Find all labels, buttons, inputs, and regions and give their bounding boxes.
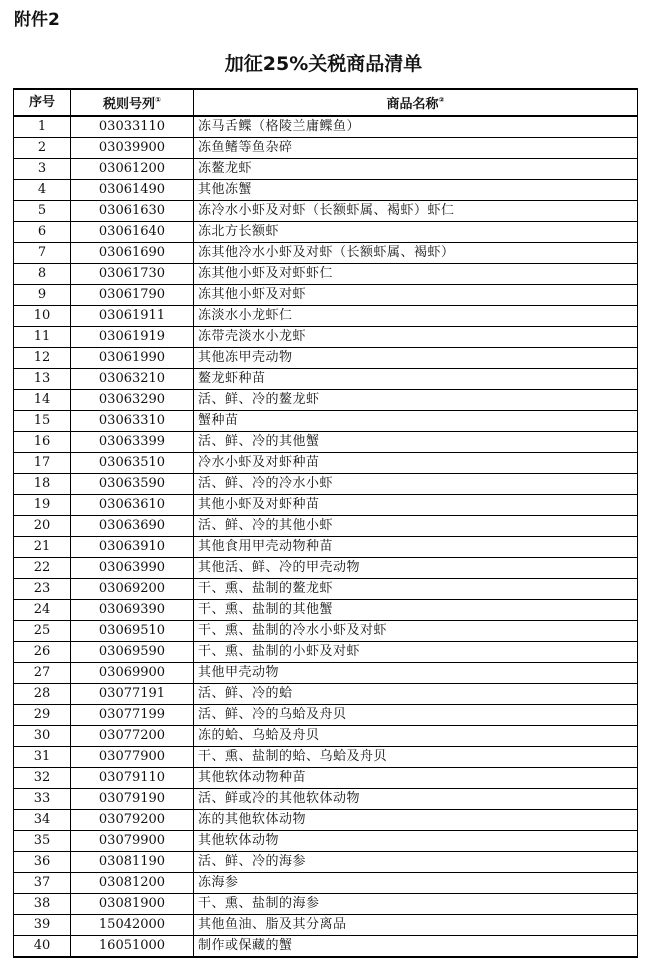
cell-no: 17 xyxy=(14,453,71,474)
table-row xyxy=(14,180,638,201)
cell-code: 03063510 xyxy=(71,453,194,474)
cell-no: 20 xyxy=(14,516,71,537)
cell-code: 03069200 xyxy=(71,579,194,600)
cell-code: 03069900 xyxy=(71,663,194,684)
cell-name: 鳌龙虾种苗 xyxy=(194,369,638,390)
table-row xyxy=(14,306,638,327)
cell-code: 03069510 xyxy=(71,621,194,642)
cell-name: 活、鲜、冷的冷水小虾 xyxy=(194,474,638,495)
cell-code: 03063290 xyxy=(71,390,194,411)
cell-code: 03061490 xyxy=(71,180,194,201)
cell-name: 活、鲜或冷的其他软体动物 xyxy=(194,789,638,810)
table-row xyxy=(14,348,638,369)
table-row xyxy=(14,369,638,390)
header-code: 税则号列① xyxy=(71,89,194,116)
cell-name: 其他活、鲜、冷的甲壳动物 xyxy=(194,558,638,579)
table-row xyxy=(14,810,638,831)
table-row xyxy=(14,390,638,411)
table-row xyxy=(14,684,638,705)
cell-name: 冻北方长额虾 xyxy=(194,222,638,243)
cell-no: 33 xyxy=(14,789,71,810)
cell-no: 26 xyxy=(14,642,71,663)
cell-name: 干、熏、盐制的冷水小虾及对虾 xyxy=(194,621,638,642)
cell-no: 19 xyxy=(14,495,71,516)
cell-no: 3 xyxy=(14,159,71,180)
cell-no: 31 xyxy=(14,747,71,768)
table-row xyxy=(14,873,638,894)
cell-code: 03079200 xyxy=(71,810,194,831)
cell-name: 其他食用甲壳动物种苗 xyxy=(194,537,638,558)
cell-code: 03061730 xyxy=(71,264,194,285)
header-name: 商品名称② xyxy=(194,89,638,116)
cell-name: 其他甲壳动物 xyxy=(194,663,638,684)
footnote-mark-2: ② xyxy=(438,96,445,104)
cell-code: 03069590 xyxy=(71,642,194,663)
cell-no: 12 xyxy=(14,348,71,369)
cell-code: 03063610 xyxy=(71,495,194,516)
cell-name: 活、鲜、冷的海参 xyxy=(194,852,638,873)
cell-name: 干、熏、盐制的蛤、乌蛤及舟贝 xyxy=(194,747,638,768)
cell-code: 03063690 xyxy=(71,516,194,537)
cell-name: 其他软体动物种苗 xyxy=(194,768,638,789)
table-row xyxy=(14,936,638,958)
cell-no: 30 xyxy=(14,726,71,747)
table-row xyxy=(14,453,638,474)
cell-code: 03061990 xyxy=(71,348,194,369)
table-row xyxy=(14,789,638,810)
table-row xyxy=(14,285,638,306)
cell-no: 36 xyxy=(14,852,71,873)
cell-code: 03039900 xyxy=(71,138,194,159)
table-row xyxy=(14,831,638,852)
cell-no: 14 xyxy=(14,390,71,411)
cell-name: 制作或保藏的蟹 xyxy=(194,936,638,958)
cell-name: 冻带壳淡水小龙虾 xyxy=(194,327,638,348)
table-row xyxy=(14,159,638,180)
cell-name: 干、熏、盐制的其他蟹 xyxy=(194,600,638,621)
cell-name: 冻的其他软体动物 xyxy=(194,810,638,831)
table-row xyxy=(14,726,638,747)
table-row xyxy=(14,474,638,495)
table-row xyxy=(14,411,638,432)
cell-no: 16 xyxy=(14,432,71,453)
table-row xyxy=(14,600,638,621)
cell-code: 03063910 xyxy=(71,537,194,558)
cell-code: 15042000 xyxy=(71,915,194,936)
cell-name: 冻冷水小虾及对虾（长额虾属、褐虾）虾仁 xyxy=(194,201,638,222)
table-row xyxy=(14,222,638,243)
table-row xyxy=(14,894,638,915)
table-row xyxy=(14,621,638,642)
table-row xyxy=(14,915,638,936)
cell-name: 冻海参 xyxy=(194,873,638,894)
cell-name: 其他冻甲壳动物 xyxy=(194,348,638,369)
cell-no: 29 xyxy=(14,705,71,726)
cell-name: 其他小虾及对虾种苗 xyxy=(194,495,638,516)
table-row xyxy=(14,138,638,159)
cell-no: 15 xyxy=(14,411,71,432)
footnote-mark-1: ① xyxy=(155,96,161,104)
cell-code: 03079900 xyxy=(71,831,194,852)
header-no: 序号 xyxy=(14,89,71,116)
cell-name: 冻的蛤、乌蛤及舟贝 xyxy=(194,726,638,747)
cell-no: 39 xyxy=(14,915,71,936)
cell-no: 38 xyxy=(14,894,71,915)
cell-code: 03061630 xyxy=(71,201,194,222)
cell-no: 25 xyxy=(14,621,71,642)
cell-name: 活、鲜、冷的其他小虾 xyxy=(194,516,638,537)
cell-no: 13 xyxy=(14,369,71,390)
table-row xyxy=(14,537,638,558)
cell-name: 冻淡水小龙虾仁 xyxy=(194,306,638,327)
table-row xyxy=(14,579,638,600)
cell-no: 10 xyxy=(14,306,71,327)
table-row xyxy=(14,116,638,138)
cell-no: 1 xyxy=(14,116,71,138)
cell-code: 03081190 xyxy=(71,852,194,873)
cell-no: 2 xyxy=(14,138,71,159)
cell-code: 03061919 xyxy=(71,327,194,348)
cell-no: 8 xyxy=(14,264,71,285)
table-row xyxy=(14,852,638,873)
cell-name: 蟹种苗 xyxy=(194,411,638,432)
cell-no: 34 xyxy=(14,810,71,831)
cell-name: 其他鱼油、脂及其分离品 xyxy=(194,915,638,936)
cell-name: 活、鲜、冷的乌蛤及舟贝 xyxy=(194,705,638,726)
cell-code: 03061640 xyxy=(71,222,194,243)
cell-name: 冻其他小虾及对虾 xyxy=(194,285,638,306)
cell-code: 03061790 xyxy=(71,285,194,306)
cell-name: 活、鲜、冷的其他蟹 xyxy=(194,432,638,453)
cell-code: 03063310 xyxy=(71,411,194,432)
table-row xyxy=(14,432,638,453)
page-title: 加征25%关税商品清单 xyxy=(224,53,423,75)
cell-code: 03077900 xyxy=(71,747,194,768)
table-header-row xyxy=(14,89,638,116)
cell-no: 35 xyxy=(14,831,71,852)
table-row xyxy=(14,747,638,768)
cell-no: 24 xyxy=(14,600,71,621)
table-row xyxy=(14,264,638,285)
cell-code: 03079110 xyxy=(71,768,194,789)
table-row xyxy=(14,558,638,579)
cell-code: 03077191 xyxy=(71,684,194,705)
cell-name: 干、熏、盐制的小虾及对虾 xyxy=(194,642,638,663)
cell-code: 03063990 xyxy=(71,558,194,579)
cell-name: 冻其他小虾及对虾虾仁 xyxy=(194,264,638,285)
cell-name: 冻鱼鳍等鱼杂碎 xyxy=(194,138,638,159)
table-row xyxy=(14,642,638,663)
cell-name: 干、熏、盐制的鳌龙虾 xyxy=(194,579,638,600)
cell-no: 23 xyxy=(14,579,71,600)
cell-no: 9 xyxy=(14,285,71,306)
cell-name: 其他软体动物 xyxy=(194,831,638,852)
cell-name: 冻马舌鲽（格陵兰庸鲽鱼） xyxy=(194,116,638,138)
cell-code: 03033110 xyxy=(71,116,194,138)
cell-code: 03061690 xyxy=(71,243,194,264)
cell-code: 03061911 xyxy=(71,306,194,327)
cell-code: 03061200 xyxy=(71,159,194,180)
table-row xyxy=(14,768,638,789)
cell-name: 冷水小虾及对虾种苗 xyxy=(194,453,638,474)
cell-code: 16051000 xyxy=(71,936,194,958)
cell-no: 18 xyxy=(14,474,71,495)
cell-name: 干、熏、盐制的海参 xyxy=(194,894,638,915)
cell-code: 03063210 xyxy=(71,369,194,390)
table-row xyxy=(14,516,638,537)
cell-name: 活、鲜、冷的蛤 xyxy=(194,684,638,705)
cell-no: 27 xyxy=(14,663,71,684)
cell-code: 03079190 xyxy=(71,789,194,810)
cell-name: 其他冻蟹 xyxy=(194,180,638,201)
cell-no: 22 xyxy=(14,558,71,579)
cell-code: 03063399 xyxy=(71,432,194,453)
cell-code: 03081200 xyxy=(71,873,194,894)
cell-no: 21 xyxy=(14,537,71,558)
cell-no: 4 xyxy=(14,180,71,201)
cell-code: 03081900 xyxy=(71,894,194,915)
cell-name: 冻其他冷水小虾及对虾（长额虾属、褐虾） xyxy=(194,243,638,264)
cell-code: 03077200 xyxy=(71,726,194,747)
cell-name: 冻鳌龙虾 xyxy=(194,159,638,180)
attachment-label: 附件2 xyxy=(14,10,60,30)
cell-code: 03077199 xyxy=(71,705,194,726)
cell-no: 5 xyxy=(14,201,71,222)
cell-no: 40 xyxy=(14,936,71,958)
table-row xyxy=(14,201,638,222)
cell-no: 32 xyxy=(14,768,71,789)
table-row xyxy=(14,243,638,264)
table-row xyxy=(14,705,638,726)
cell-no: 6 xyxy=(14,222,71,243)
table-row xyxy=(14,327,638,348)
cell-code: 03063590 xyxy=(71,474,194,495)
tariff-table xyxy=(13,88,638,958)
cell-no: 7 xyxy=(14,243,71,264)
table-row xyxy=(14,663,638,684)
table-row xyxy=(14,495,638,516)
cell-no: 37 xyxy=(14,873,71,894)
cell-no: 28 xyxy=(14,684,71,705)
cell-name: 活、鲜、冷的鳌龙虾 xyxy=(194,390,638,411)
cell-no: 11 xyxy=(14,327,71,348)
cell-code: 03069390 xyxy=(71,600,194,621)
